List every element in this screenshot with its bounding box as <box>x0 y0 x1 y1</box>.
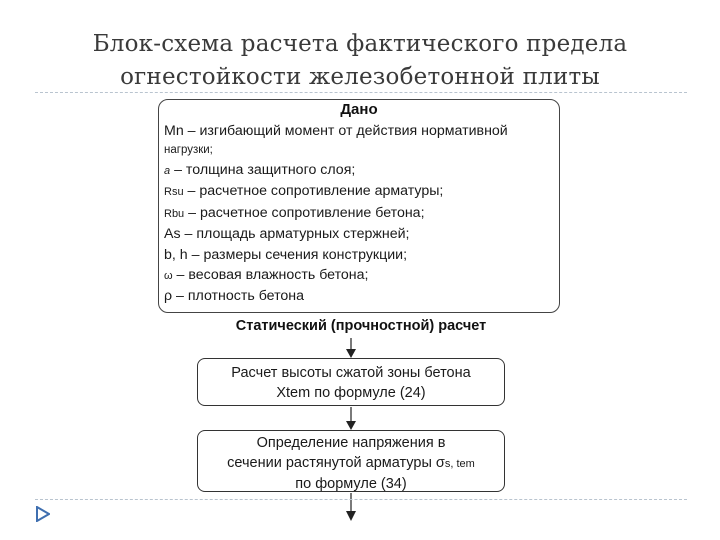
step2-line1: Определение напряжения в <box>256 435 446 451</box>
given-line-rbu <box>164 203 425 224</box>
static-calc-heading: Статический (прочностной) расчет <box>235 318 487 334</box>
arrow-down-icon <box>345 338 357 358</box>
given-line-rho: ρ – плотность бетона <box>164 288 305 304</box>
given-line-bh: b, h – размеры сечения конструкции; <box>164 247 408 263</box>
step2-line2 <box>198 453 504 474</box>
slide-bullet-triangle-icon <box>36 506 50 522</box>
given-line-cover <box>164 160 355 181</box>
step2-line2-text: сечении растянутой арматуры σ <box>227 455 445 471</box>
slide-title-line1: Блок-схема расчета фактического предела <box>92 31 628 57</box>
step1-line1: Расчет высоты сжатой зоны бетона <box>231 365 471 381</box>
symbol-omega: ω <box>164 270 173 282</box>
given-line-rsu <box>164 181 443 202</box>
given-line-cover-text: – толщина защитного слоя; <box>170 162 356 178</box>
given-line-omega-text: – весовая влажность бетона; <box>172 267 369 283</box>
step2-line3: по формуле (34) <box>295 476 407 492</box>
symbol-a: a <box>164 165 171 177</box>
symbol-rsu: Rsu <box>164 186 184 198</box>
top-divider <box>35 92 687 93</box>
symbol-rbu: Rbu <box>164 208 185 220</box>
given-line-as: As – площадь арматурных стержней; <box>164 226 410 242</box>
given-line-omega <box>164 265 368 286</box>
given-line-rbu-text: – расчетное сопротивление бетона; <box>184 205 425 221</box>
given-line-load: нагрузки; <box>164 144 213 156</box>
given-line-moment: Mn – изгибающий момент от действия нормативной <box>164 123 508 139</box>
given-line-rsu-text: – расчетное сопротивление арматуры; <box>183 183 444 199</box>
step1-line2: Xtem по формуле (24) <box>276 385 426 401</box>
step2-line2-subscript: s, tem <box>444 458 475 470</box>
slide-title <box>40 28 680 94</box>
slide-title-line2: огнестойкости железобетонной плиты <box>120 64 600 90</box>
arrow-down-icon <box>345 493 357 521</box>
step-rebar-stress-box <box>197 430 505 492</box>
given-heading: Дано <box>340 101 378 118</box>
arrow-down-icon <box>345 407 357 430</box>
step-compressed-zone-box <box>197 358 505 406</box>
bottom-divider <box>35 499 687 500</box>
